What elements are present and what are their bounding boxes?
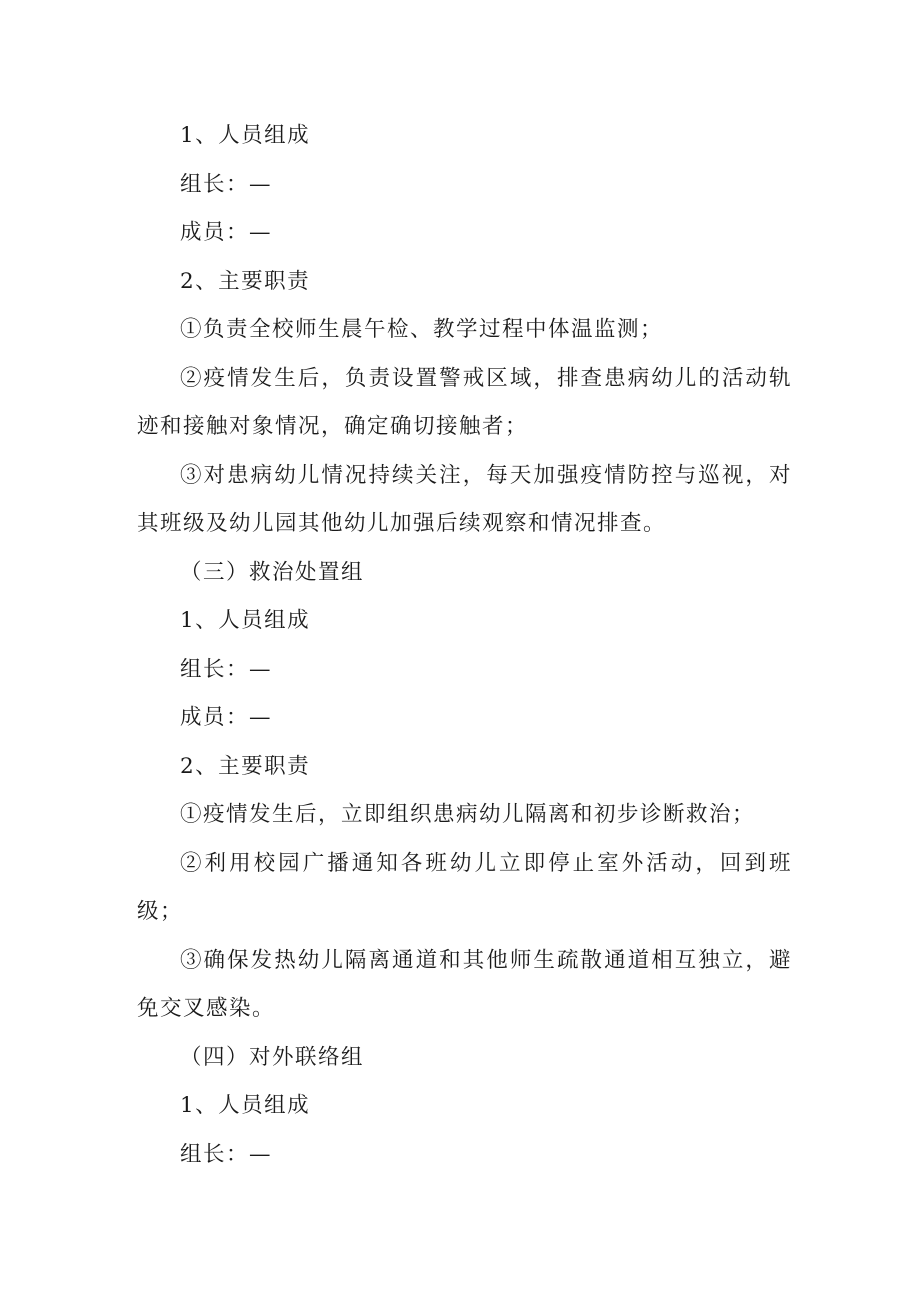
heading-duties: 2、主要职责 xyxy=(180,753,311,779)
duty-item: ③对患病幼儿情况持续关注，每天加强疫情防控与巡视，对其班级及幼儿园其他幼儿加强后续观察和情况排查。 xyxy=(137,462,792,536)
duty-item: ③确保发热幼儿隔离通道和其他师生疏散通道相互独立，避免交叉感染。 xyxy=(137,947,792,1021)
leader-line: 组长：— xyxy=(180,171,273,197)
heading-duties: 2、主要职责 xyxy=(180,268,311,294)
members-line: 成员：— xyxy=(180,705,273,730)
heading-personnel: 1、人员组成 xyxy=(180,1093,311,1118)
members-line: 成员：— xyxy=(180,220,273,245)
section-heading-liaison: （四）对外联络组 xyxy=(180,1044,365,1070)
duty-item: ①负责全校师生晨午检、教学过程中体温监测； xyxy=(180,317,664,342)
heading-personnel: 1、人员组成 xyxy=(180,608,311,633)
section-heading-treatment: （三）救治处置组 xyxy=(180,559,365,585)
leader-line: 组长：— xyxy=(180,656,273,682)
document-body xyxy=(137,112,792,1179)
duty-item: ②利用校园广播通知各班幼儿立即停止室外活动，回到班级； xyxy=(137,850,792,924)
heading-personnel: 1、人员组成 xyxy=(180,123,311,148)
duty-item: ①疫情发生后，立即组织患病幼儿隔离和初步诊断救治； xyxy=(180,802,756,827)
leader-line: 组长：— xyxy=(180,1141,273,1167)
duty-item: ②疫情发生后，负责设置警戒区域，排查患病幼儿的活动轨迹和接触对象情况，确定确切接触者； xyxy=(137,365,792,439)
